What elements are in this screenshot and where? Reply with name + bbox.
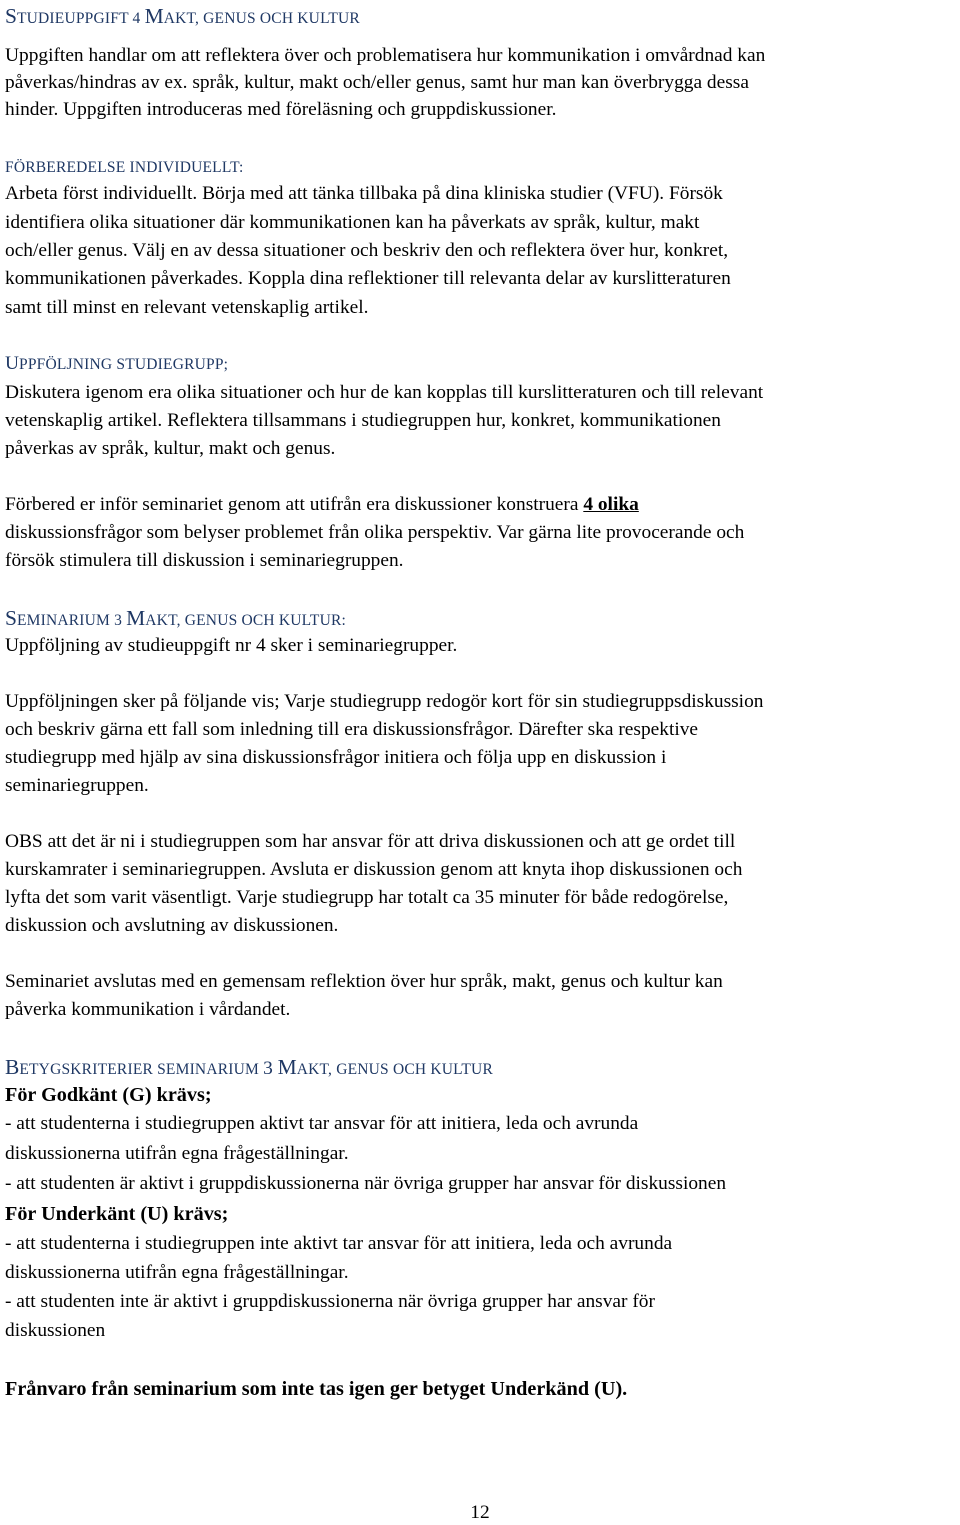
prep-line: samt till minst en relevant vetenskaplig artikel. (5, 297, 369, 318)
criteria-heading: BETYGSKRITERIER SEMINARIUM 3 MAKT, GENUS OCH KULTUR (5, 1055, 493, 1079)
emphasis-four-different: 4 olika (583, 494, 639, 515)
followup-heading: UPPFÖLJNING STUDIEGRUPP; (5, 353, 229, 374)
intro-line: Uppgiften handlar om att reflektera över och problematisera hur kommunikation i omvårdnad kan (5, 45, 766, 66)
prepare-seminar-line: Förbered er inför seminariet genom att utifrån era diskussioner konstruera 4 olika (5, 494, 639, 515)
absence-rule: Frånvaro från seminarium som inte tas igen ger betyget Underkänd (U). (5, 1378, 628, 1400)
followup-line: vetenskaplig artikel. Reflektera tillsammans i studiegruppen hur, konkret, kommunikationen (5, 410, 721, 431)
procedure-line: seminariegruppen. (5, 775, 149, 796)
page-number: 12 (470, 1502, 490, 1523)
fail-line: - att studenterna i studiegruppen inte aktivt tar ansvar för att initiera, leda och avrunda (5, 1233, 673, 1254)
fail-line: diskussionerna utifrån egna frågeställningar. (5, 1262, 349, 1283)
intro-line: påverkas/hindras av ex. språk, kultur, makt och/eller genus, samt hur man kan överbrygga dessa (5, 72, 749, 93)
pass-line: diskussionerna utifrån egna frågeställningar. (5, 1143, 349, 1164)
fail-line: - att studenten inte är aktivt i gruppdiskussionerna när övriga grupper har ansvar för (5, 1291, 655, 1312)
pass-heading: För Godkänt (G) krävs; (5, 1084, 212, 1106)
fail-line: diskussionen (5, 1320, 106, 1341)
fail-heading: För Underkänt (U) krävs; (5, 1203, 229, 1225)
prep-line: kommunikationen påverkades. Koppla dina reflektioner till relevanta delar av kurslitteraturen (5, 268, 731, 289)
prep-line: Arbeta först individuellt. Börja med att tänka tillbaka på dina kliniska studier (VFU). Försök (5, 183, 723, 204)
prepare-seminar-line: diskussionsfrågor som belyser problemet från olika perspektiv. Var gärna lite provocerande och (5, 522, 745, 543)
prepare-seminar-line: försök stimulera till diskussion i seminariegruppen. (5, 550, 404, 571)
seminar-line: Uppföljning av studieuppgift nr 4 sker i seminariegrupper. (5, 635, 458, 656)
prep-heading: FÖRBEREDELSE INDIVIDUELLT: (5, 159, 244, 176)
obs-line: OBS att det är ni i studiegruppen som har ansvar för att driva diskussionen och att ge ordet till (5, 831, 736, 852)
prep-line: och/eller genus. Välj en av dessa situationer och beskriv den och reflektera över hur, konkret, (5, 240, 729, 261)
prep-line: identifiera olika situationer där kommunikationen kan ha påverkats av språk, kultur, makt (5, 212, 700, 233)
intro-line: hinder. Uppgiften introduceras med föreläsning och gruppdiskussioner. (5, 99, 557, 120)
procedure-line: och beskriv gärna ett fall som inledning till era diskussionsfrågor. Därefter ska respektive (5, 719, 699, 740)
obs-line: lyfta det som varit väsentligt. Varje studiegrupp har totalt ca 35 minuter för både redogörelse, (5, 887, 729, 908)
followup-line: Diskutera igenom era olika situationer och hur de kan kopplas till kurslitteraturen och till relevant (5, 382, 764, 403)
procedure-line: studiegrupp med hjälp av sina diskussionsfrågor initiera och följa upp en diskussion i (5, 747, 667, 768)
section-title: STUDIEUPPGIFT 4 MAKT, GENUS OCH KULTUR (5, 4, 360, 28)
closing-line: påverka kommunikation i vårdandet. (5, 999, 291, 1020)
pass-line: - att studenterna i studiegruppen aktivt tar ansvar för att initiera, leda och avrunda (5, 1113, 639, 1134)
obs-line: kurskamrater i seminariegruppen. Avsluta er diskussion genom att knyta ihop diskussionen och (5, 859, 743, 880)
obs-line: diskussion och avslutning av diskussionen. (5, 915, 339, 936)
procedure-line: Uppföljningen sker på följande vis; Varje studiegrupp redogör kort för sin studiegruppsdiskussion (5, 691, 764, 712)
pass-line: - att studenten är aktivt i gruppdiskussionerna när övriga grupper har ansvar för diskussionen (5, 1173, 727, 1194)
followup-line: påverkas av språk, kultur, makt och genus. (5, 438, 336, 459)
seminar-heading: SEMINARIUM 3 MAKT, GENUS OCH KULTUR: (5, 606, 347, 630)
closing-line: Seminariet avslutas med en gemensam reflektion över hur språk, makt, genus och kultur kan (5, 971, 723, 992)
